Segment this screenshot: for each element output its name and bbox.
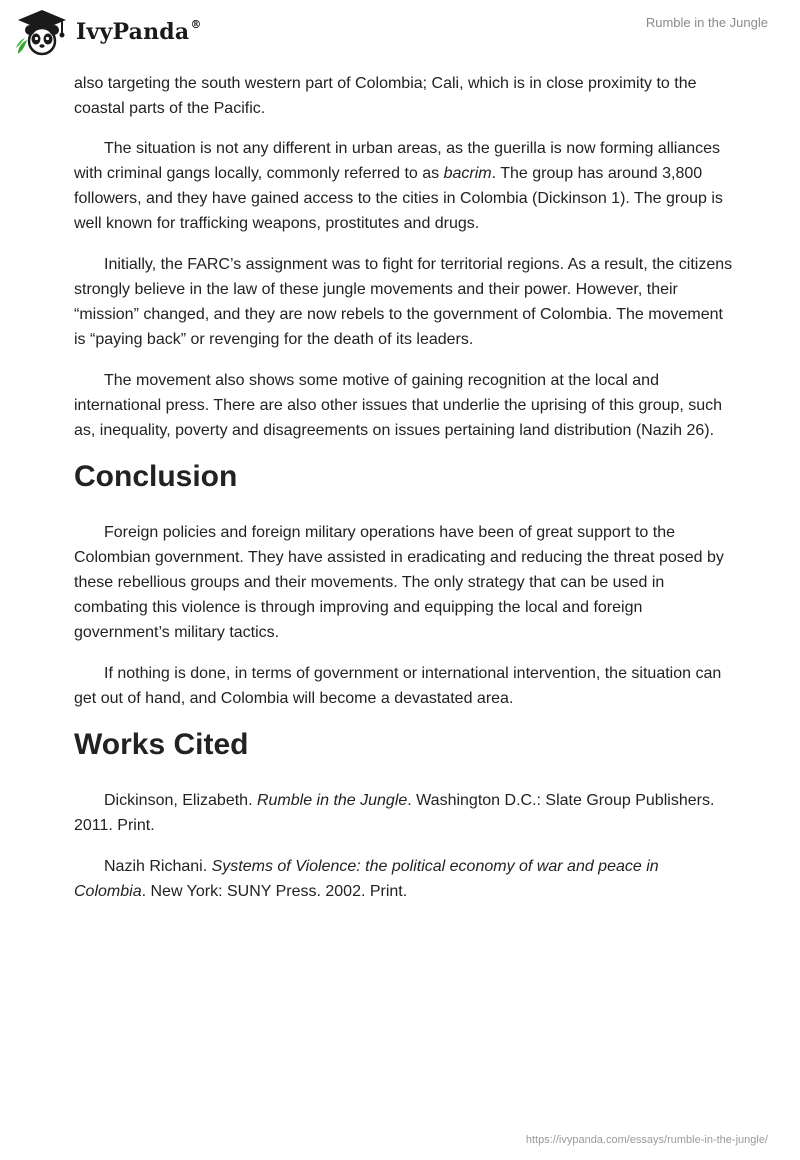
conclusion-heading: Conclusion xyxy=(74,460,238,493)
citation-author: Nazih Richani. xyxy=(104,858,212,875)
source-url[interactable]: https://ivypanda.com/essays/rumble-in-the-jungle/ xyxy=(525,1134,768,1146)
paragraph-farc-assignment xyxy=(74,252,734,352)
conclusion-paragraph: If nothing is done, in terms of government or international intervention, the situation can get out of hand, and Colombia will become a devastated area. xyxy=(74,665,722,707)
paragraph-text: also targeting the south western part of Colombia; Cali, which is in close proximity to the coastal parts of the Pacific. xyxy=(74,75,697,117)
registered-mark: ® xyxy=(190,17,202,31)
logo[interactable] xyxy=(14,8,202,56)
essay-content xyxy=(74,71,734,920)
works-cited-heading: Works Cited xyxy=(74,728,249,761)
paragraph-continuation xyxy=(74,71,734,121)
paragraph-text: The movement also shows some motive of gaining recognition at the local and international press. There are also other issues that underlie the uprising of this group, such as, inequality, poverty and disagreements on issues pertaining land distribution (Nazih 26). xyxy=(74,372,723,439)
paragraph-text: Initially, the FARC’s assignment was to fight for territorial regions. As a result, the citizens strongly believe in the law of these jungle movements and their power. However, their “mission” changed, and they are now rebels to the government of Colombia. The movement is “paying back” or revenging for the death of its leaders. xyxy=(74,256,733,348)
citation-publisher: . New York: SUNY Press. 2002. Print. xyxy=(141,883,408,900)
citation-author: Dickinson, Elizabeth. xyxy=(104,792,257,809)
document-title: Rumble in the Jungle xyxy=(645,15,768,30)
paragraph-urban-areas xyxy=(74,136,734,236)
citation-title: Rumble in the Jungle xyxy=(256,792,408,809)
paragraph-text: . The group has around 3,800 followers, and they have gained access to the cities in Colombia (Dickinson 1). The group is well known for trafficking weapons, prostitutes and drugs. xyxy=(74,165,723,232)
citation-title: Systems of Violence: the political economy of war and peace in Colombia xyxy=(74,858,659,900)
citation-entry xyxy=(74,854,734,904)
panda-graduation-cap-icon xyxy=(14,8,70,56)
citation-entry xyxy=(74,788,734,838)
italic-term: bacrim xyxy=(443,165,492,182)
conclusion-paragraph: Foreign policies and foreign military operations have been of great support to the Colombian government. They have assisted in eradicating and reducing the threat posed by these rebellious groups and their movements. The only strategy that can be used in combating this violence is through improving and equipping the local and foreign government’s military tactics. xyxy=(74,524,724,641)
paragraph-text: The situation is not any different in urban areas, as the guerilla is now forming alliances with criminal gangs locally, commonly referred to as xyxy=(74,140,721,182)
page-header xyxy=(0,0,800,64)
brand-label: IvyPanda xyxy=(76,19,190,45)
citation-publisher: . Washington D.C.: Slate Group Publishers. 2011. Print. xyxy=(74,792,715,834)
paragraph-motive xyxy=(74,368,734,443)
brand-name xyxy=(76,19,202,45)
